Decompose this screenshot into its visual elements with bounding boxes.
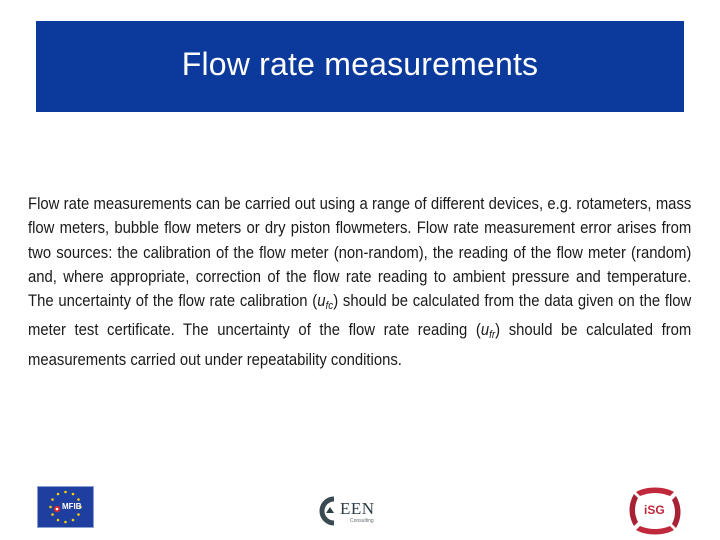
- paragraph-part-2: ) should be calculated from the data given on the flow meter test certificate. The uncertainty of the flow rate reading (: [28, 292, 692, 340]
- mfib-logo-text: MFIB: [62, 502, 82, 511]
- symbol-u-fr: $u_{fr}$: [480, 321, 496, 342]
- isg-logo-text: iSG: [644, 503, 665, 517]
- ceen-logo-text: EEN: [340, 499, 375, 518]
- paragraph-part-3: ) should be calculated from measurements carried out under repeatability conditions.: [28, 321, 692, 369]
- paragraph-part-1: Flow rate measurements can be carried out using a range of different devices, e.g. rotameters, mass flow meters, bubble flow meters or dry piston flowmeters. Flow rate measurement error arises from two sources: the calibration of the flow meter (non-random), the reading of the flow meter (random) and, where appropriate, correction of the flow rate reading to ambient pressure and temperature. The uncertainty of the flow rate calibration (: [28, 195, 692, 311]
- eu-mfib-logo: [37, 486, 94, 528]
- symbol-u-fc: $u_{fc}$: [317, 292, 334, 313]
- slide-title: Flow rate measurements: [181, 45, 539, 82]
- title-banner: [36, 21, 684, 112]
- body-paragraph: [28, 192, 691, 372]
- ceen-consulting-logo: [316, 494, 384, 528]
- ceen-logo-subtext: Consulting: [350, 518, 374, 524]
- isg-logo: [626, 484, 684, 538]
